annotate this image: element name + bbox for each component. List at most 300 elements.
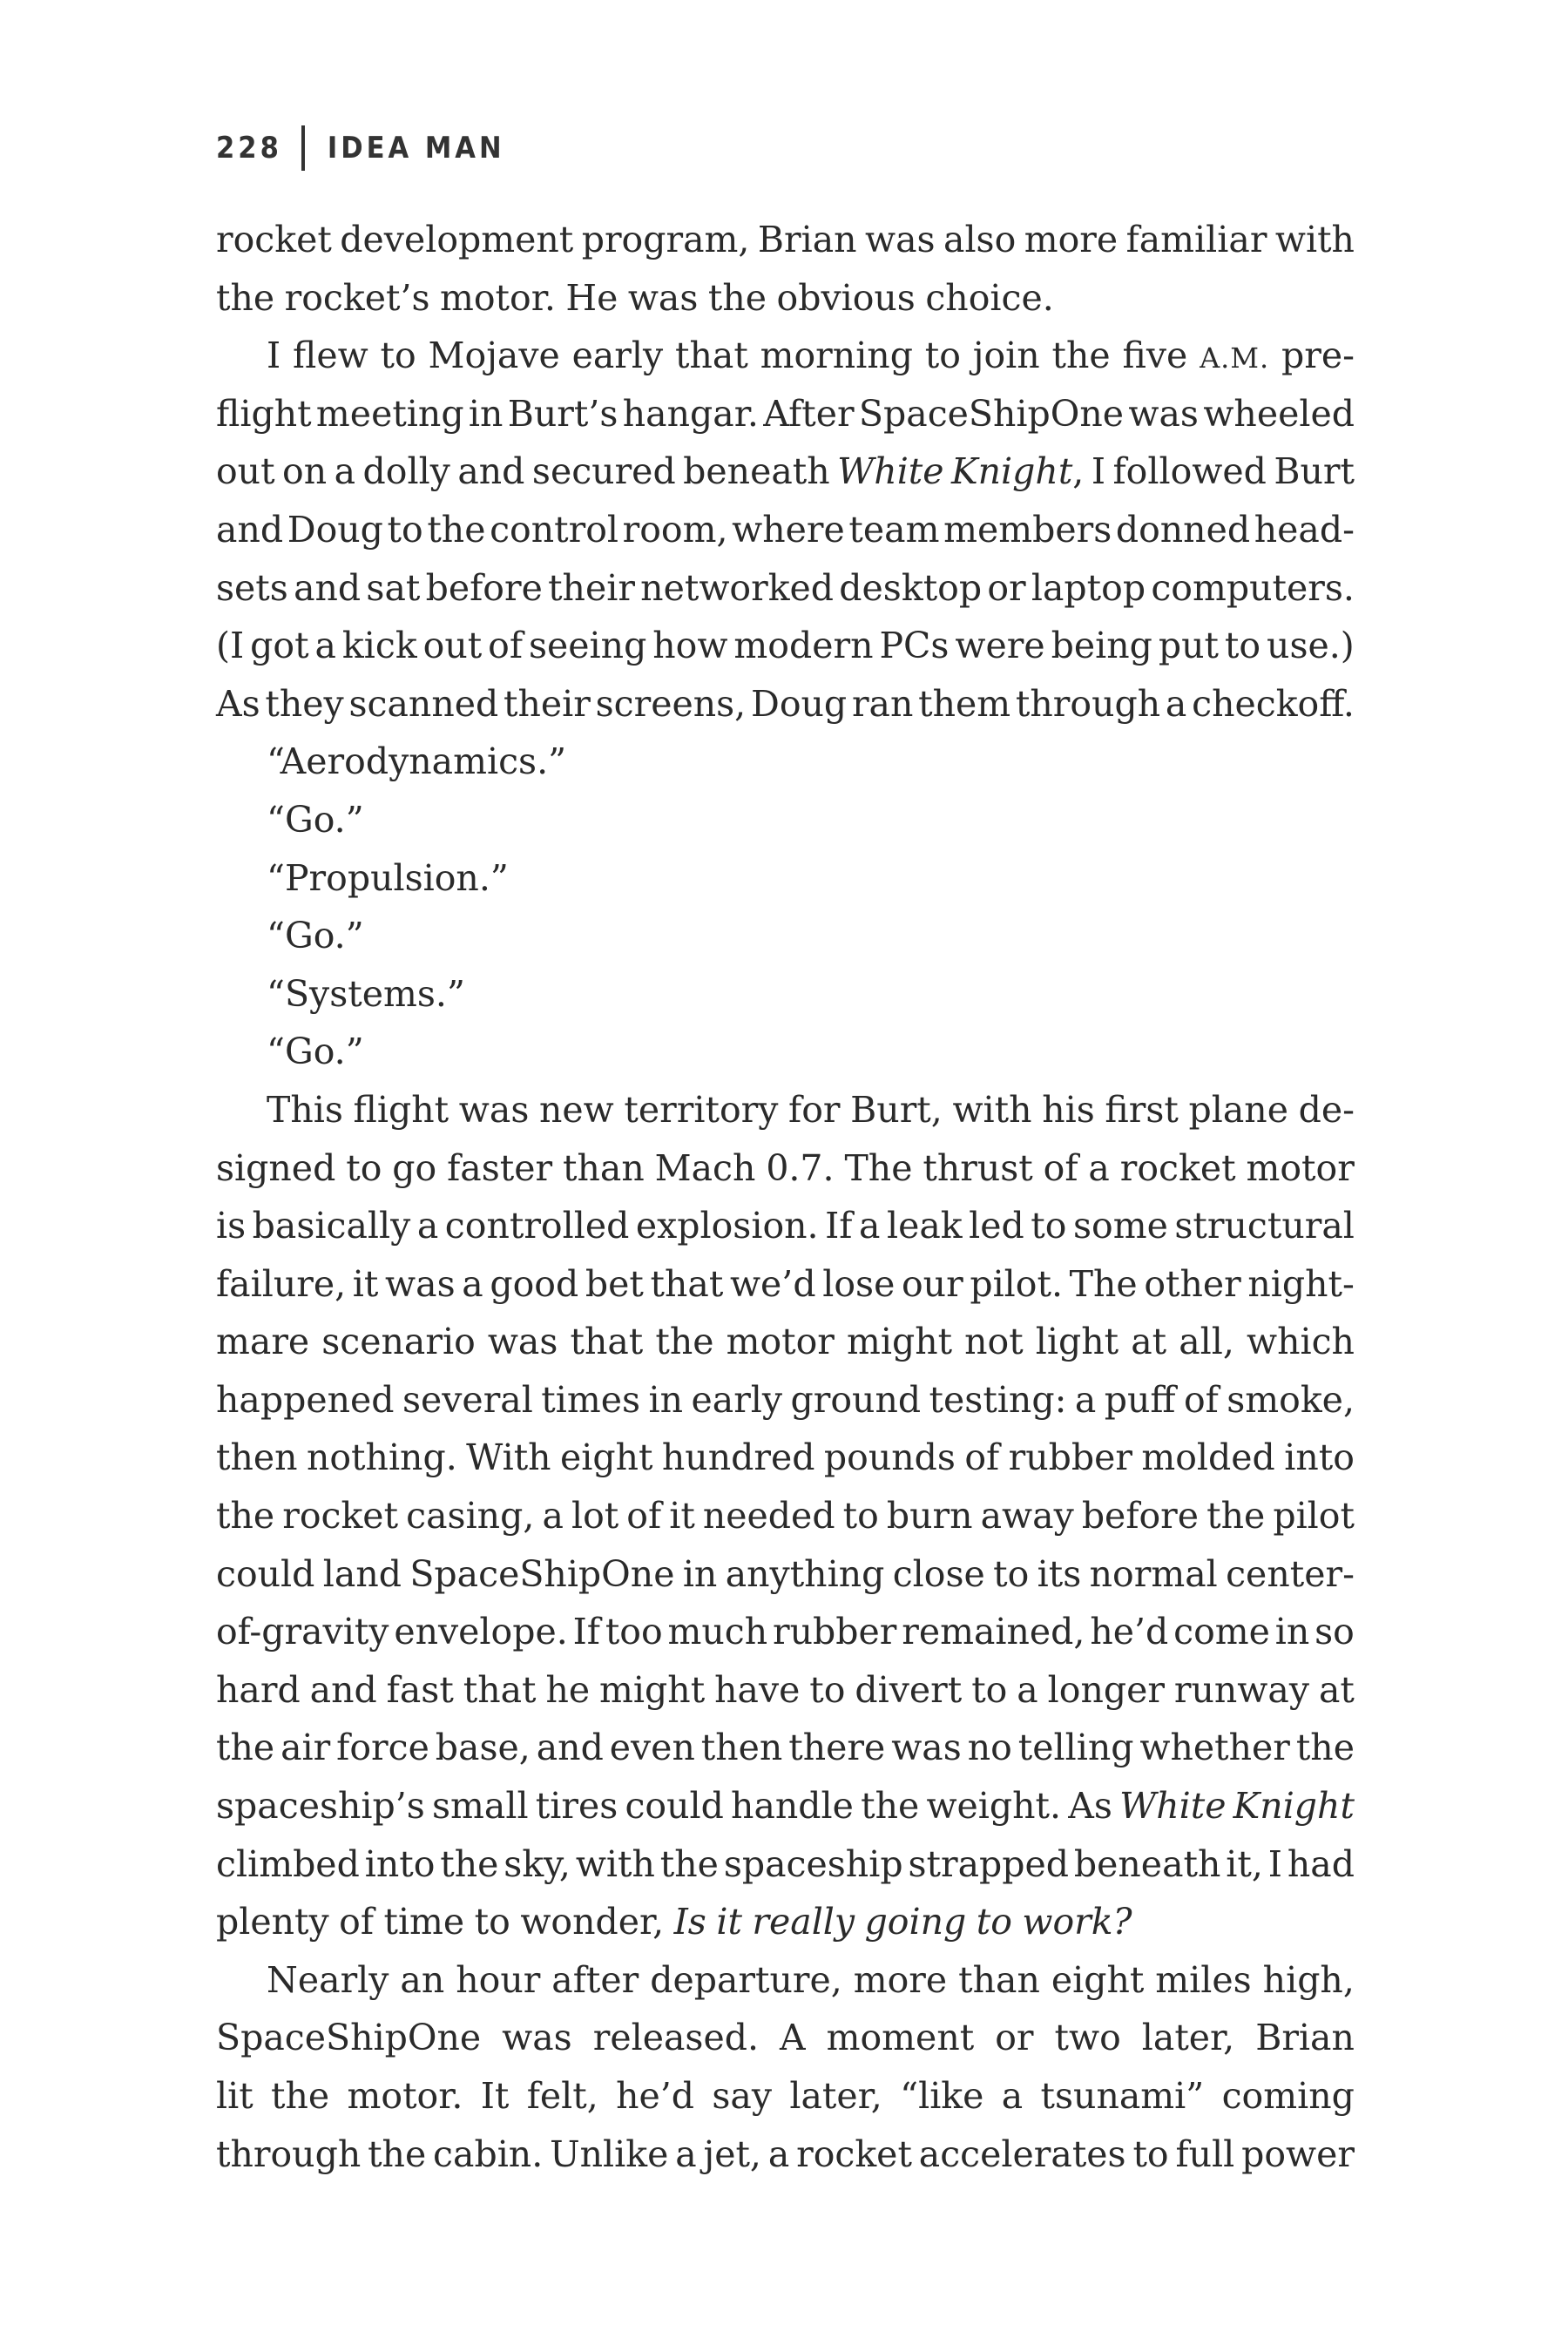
text-line [216,1545,1355,1604]
word: whether [1139,1727,1290,1769]
word: rocket’s [284,276,430,319]
word: their [548,566,635,609]
body-text [216,211,1355,2183]
word: flight [216,392,312,435]
word: a [767,2132,790,2175]
word: divert [855,1668,963,1711]
word: we’d [729,1262,816,1305]
word: The [1069,1262,1138,1305]
word: dolly [362,450,450,493]
word: fast [386,1668,454,1711]
text-line [216,1603,1355,1661]
word: the [216,276,275,319]
text-line [216,1197,1355,1255]
word: it, [1226,1842,1263,1885]
word: climbed [216,1842,360,1885]
word: power [1241,2132,1355,2175]
word: scenario [321,1321,476,1363]
word: a [462,1262,483,1305]
word: spaceship’s [216,1785,425,1828]
word: in [1274,1611,1310,1653]
word: good [490,1262,579,1305]
header-divider [301,125,305,171]
word: wheeled [1203,392,1355,435]
word: pounds [823,1436,956,1479]
word: the [427,508,486,551]
word: casing, [406,1495,535,1538]
word: familiar [1125,219,1267,260]
word: and [457,450,525,493]
word: to [387,508,423,551]
word: then [700,1727,783,1769]
word: to [842,1495,879,1538]
word: Knight [1233,1785,1355,1828]
word: on [282,450,328,493]
word: hangar. [622,392,759,435]
word: Unlike [550,2132,669,2175]
word: lit [216,2075,253,2117]
word: they [265,682,344,725]
word: puff [1104,1378,1176,1421]
word: five [1122,335,1188,377]
word: base, [435,1727,531,1769]
word: cabin. [433,2132,544,2175]
word: seeing [528,625,647,667]
word: nothing. [306,1436,457,1479]
word: remained, [902,1611,1085,1653]
word: Knight, [951,450,1085,493]
text-line [216,2009,1355,2067]
word: had [1287,1842,1355,1885]
word: burn [886,1495,973,1538]
word: A.M. [1200,341,1270,375]
word: with [1274,219,1355,260]
word: or [995,2017,1034,2059]
text-line [216,675,1355,733]
word: lot [571,1495,619,1538]
word: to [993,1552,1030,1595]
word: Burt [1274,450,1355,493]
word: head- [1254,508,1355,551]
word: force [336,1727,429,1769]
word: so [1315,1611,1355,1653]
word: “like [900,2075,984,2117]
word: light [1035,1321,1119,1363]
word: motor [1246,1146,1355,1189]
text-line [216,617,1355,675]
word: motor. [347,2075,463,2117]
word: “Aerodynamics.” [267,740,567,783]
word: was [458,1088,530,1131]
word: Nearly [267,1958,389,2001]
word: If [825,1205,853,1247]
word: with [575,1842,655,1885]
word: his [1042,1088,1095,1131]
word: before [425,566,543,609]
text-line [216,1835,1355,1894]
word: mare [216,1321,310,1363]
word: were [955,625,1045,667]
word: followed [1112,450,1267,493]
word: there [788,1727,886,1769]
word: eight [559,1436,653,1479]
word: the [271,2075,330,2117]
word: the [368,2132,427,2175]
word: rocket [216,219,332,260]
word: before [1081,1495,1200,1538]
word: out [422,625,483,667]
word: The [844,1146,913,1189]
word: no [967,1727,1012,1769]
text-line [216,1255,1355,1314]
word: a [314,625,336,667]
word: led [969,1205,1024,1247]
word: say [712,2075,773,2117]
word: might [599,1668,706,1711]
word: coming [1221,2075,1355,2117]
text-line [216,559,1355,618]
word: signed [216,1146,336,1189]
word: at [1131,1321,1167,1363]
word: a [1088,1146,1110,1189]
text-line [216,907,1355,965]
word: too [605,1611,663,1653]
word: As [1068,1785,1112,1828]
word: modern [733,625,874,667]
word: air [280,1727,331,1769]
word: rocket [282,1495,399,1538]
text-line [216,791,1355,849]
word: to [1031,1205,1067,1247]
word: White [837,450,944,493]
word: put [1158,625,1219,667]
word: ran [851,682,914,725]
word: smoke, [1227,1378,1355,1421]
word: come [1173,1611,1270,1653]
word: laptop [1031,566,1146,609]
word: a [675,2132,697,2175]
text-line [216,849,1355,908]
word: sky, [504,1842,571,1885]
word: through [216,2132,362,2175]
word: envelope. [394,1611,568,1653]
word: tsunami” [1040,2075,1205,2117]
word: de- [1298,1088,1355,1131]
word: the [1295,1727,1355,1769]
word: Mach [654,1146,756,1189]
word: screens, [595,682,747,725]
word: first [1105,1088,1179,1131]
word: in [648,1378,684,1421]
word: was [385,1262,456,1305]
word: Burt, [850,1088,943,1131]
word: much [667,1611,768,1653]
word: more [1024,219,1119,260]
word: was [864,219,936,260]
word: than [563,1146,645,1189]
word: time [383,1901,465,1943]
word: “Go.” [267,1031,364,1073]
word: I [267,335,281,377]
word: obvious [776,276,916,319]
text-line [216,1023,1355,1081]
word: eight [1051,1958,1145,2001]
word: use.) [1267,625,1355,667]
word: the [216,1495,275,1538]
word: program, [581,219,750,260]
word: Burt’s [507,392,618,435]
word: Brian [757,219,857,260]
word: to [976,1901,1012,1943]
text-line [216,1893,1355,1951]
word: Mojave [428,335,560,377]
word: beneath [683,450,830,493]
word: the [659,1842,719,1885]
word: was [502,2017,572,2059]
word: anything [725,1552,885,1595]
word: it [669,1495,695,1538]
text-line [216,1081,1355,1139]
word: small [432,1785,529,1828]
word: could [625,1785,724,1828]
word: tires [535,1785,618,1828]
text-line [216,269,1355,328]
word: desktop [839,566,983,609]
word: team [848,508,940,551]
book-title: IDEA MAN [327,131,505,166]
word: a [1001,2075,1024,2117]
word: control [490,508,619,551]
word: handle [731,1785,854,1828]
word: wonder, [520,1901,665,1943]
word: have [714,1668,801,1711]
word: to [924,335,961,377]
word: SpaceShipOne [216,2017,482,2059]
word: A [780,2017,806,2059]
word: being [1051,625,1152,667]
word: and [216,508,284,551]
word: that [463,1668,537,1711]
word: the [655,1321,714,1363]
word: the [861,1785,920,1828]
word: times [541,1378,641,1421]
word: 0.7. [766,1146,835,1189]
word: two [1054,2017,1121,2059]
word: a [416,1205,439,1247]
word: more [853,1958,948,2001]
word: thrust [923,1146,1033,1189]
text-line [216,1777,1355,1835]
word: and [536,1727,604,1769]
word: rocket [1119,1146,1236,1189]
word: faster [447,1146,553,1189]
word: an [400,1958,445,2001]
word: morning [760,335,913,377]
word: testing: [929,1378,1067,1421]
word: hundred [661,1436,815,1479]
word: and [294,566,362,609]
word: a [858,1205,881,1247]
word: of [339,1901,374,1943]
word: White [1119,1785,1227,1828]
word: a [334,450,356,493]
word: join [972,335,1040,377]
word: Doug [750,682,848,725]
text-line [216,1313,1355,1371]
word: secured [531,450,676,493]
word: them [918,682,1011,725]
word: “Go.” [267,798,364,841]
word: even [609,1727,695,1769]
word: to [971,1668,1008,1711]
word: he’d [1090,1611,1169,1653]
word: work? [1022,1901,1132,1943]
word: controlled [444,1205,630,1247]
running-head [216,126,505,170]
word: scanned [348,682,499,725]
word: of [626,1495,662,1538]
word: longer [1047,1668,1165,1711]
word: rubber [773,1611,897,1653]
word: that [675,335,748,377]
word: our [901,1262,963,1305]
word: in [468,392,504,435]
word: go [392,1146,437,1189]
word: plenty [216,1901,329,1943]
word: plane [1188,1088,1288,1131]
word: Doug [287,508,383,551]
word: of [1043,1146,1078,1189]
word: to [809,1668,846,1711]
word: Is [673,1901,706,1943]
word: several [402,1378,533,1421]
word: full [1175,2132,1235,2175]
word: then [216,1436,298,1479]
word: departure, [650,1958,842,2001]
word: close [892,1552,985,1595]
word: strapped [908,1842,1070,1885]
word: He [565,276,618,319]
word: the [216,1727,275,1769]
word: other [1144,1262,1241,1305]
word: Brian [1255,2017,1355,2059]
word: with [952,1088,1032,1131]
word: moment [826,2017,975,2059]
word: their [504,682,591,725]
word: I [1091,450,1106,493]
word: As [216,682,260,725]
text-line [216,385,1355,443]
word: pre- [1281,335,1355,377]
word: after [551,1958,639,2001]
word: basically [252,1205,411,1247]
text-line [216,443,1355,501]
word: is [216,1205,247,1247]
word: was [487,1321,558,1363]
word: could [216,1552,315,1595]
word: beneath [1073,1842,1221,1885]
word: in [682,1552,718,1595]
word: With [466,1436,551,1479]
word: land [322,1552,402,1595]
text-line [216,327,1355,385]
word: of [488,625,524,667]
word: was [627,276,699,319]
word: later, [789,2075,882,2117]
word: hard [216,1668,301,1711]
word: PCs [879,625,950,667]
text-line [216,2067,1355,2126]
word: early [571,335,664,377]
word: where [732,508,845,551]
word: networked [640,566,835,609]
word: the [707,276,767,319]
word: weight. [926,1785,1062,1828]
word: jet, [703,2132,761,2175]
word: ground [790,1378,922,1421]
word: “Systems.” [267,972,465,1015]
word: really [752,1901,855,1943]
word: donned [1115,508,1251,551]
word: for [788,1088,841,1131]
word: territory [624,1088,779,1131]
text-line [216,733,1355,791]
word: I [1267,1842,1282,1885]
word: to [346,1146,382,1189]
word: SpaceShipOne [409,1552,675,1595]
word: was [891,1727,962,1769]
word: motor [726,1321,835,1363]
word: to [1132,2132,1169,2175]
word: members [943,508,1112,551]
word: through [1015,682,1161,725]
word: SpaceShipOne [858,392,1125,435]
word: new [539,1088,614,1131]
word: felt, [526,2075,598,2117]
text-line [216,1139,1355,1198]
text-line [216,1429,1355,1487]
word: It [480,2075,510,2117]
word: computers. [1151,566,1355,609]
word: and [309,1668,377,1711]
word: a [1165,682,1187,725]
word: room, [622,508,728,551]
word: spaceship [723,1842,903,1885]
word: also [943,219,1017,260]
word: early [691,1378,783,1421]
word: released. [592,2017,759,2059]
word: the [1051,335,1111,377]
word: leak [886,1205,963,1247]
word: sat [366,566,421,609]
word: a [542,1495,564,1538]
word: how [652,625,728,667]
word: (I [216,625,245,667]
text-line [216,1951,1355,2010]
word: he [545,1668,591,1711]
word: to [1224,625,1261,667]
word: miles [1155,1958,1252,2001]
word: structural [1174,1205,1355,1247]
text-line [216,1661,1355,1720]
word: got [250,625,309,667]
word: to [474,1901,510,1943]
text-line [216,2126,1355,2184]
word: it [716,1901,742,1943]
word: out [216,450,275,493]
word: flew [293,335,368,377]
word: choice. [925,276,1054,319]
